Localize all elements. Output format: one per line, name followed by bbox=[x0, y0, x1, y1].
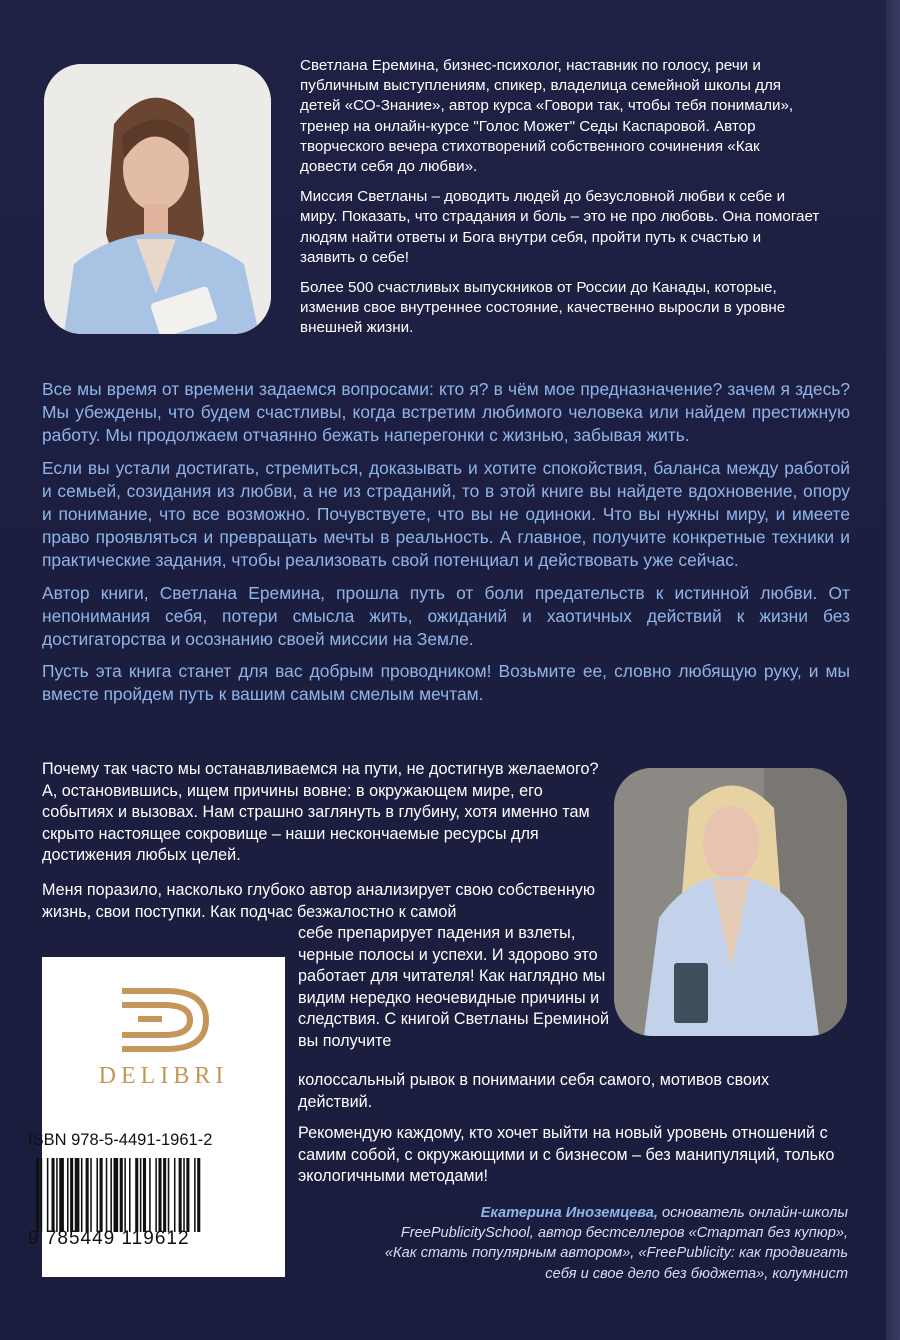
barcode-bar bbox=[67, 1158, 69, 1232]
publisher-name: DELIBRI bbox=[98, 1063, 229, 1089]
barcode-bar bbox=[129, 1158, 131, 1232]
review-paragraph: колоссальный рывок в понимании себя самого, мотивов своих действий. bbox=[298, 1071, 770, 1111]
review-paragraph: Меня поразило, насколько глубоко автор анализирует свою собственную жизнь, свои поступки. Как подчас безжалостно к самой bbox=[42, 881, 595, 921]
description-paragraph: Автор книги, Светлана Еремина, прошла путь от боли предательств к истинной любви. От непонимания себя, потери смысла жить, ожиданий и хаотичных действий к жизни без достигаторства и осознанию своей миссии на Земле. bbox=[42, 582, 850, 650]
cover-edge bbox=[886, 0, 900, 1340]
barcode-bar bbox=[143, 1158, 146, 1232]
barcode-bar bbox=[56, 1158, 58, 1232]
review-paragraph: Рекомендую каждому, кто хочет выйти на новый уровень отношений с самим собой, с окружающими и с бизнесом – без манипуляций, только экологичными методами! bbox=[298, 1124, 835, 1186]
book-description bbox=[42, 378, 850, 716]
barcode-bar bbox=[179, 1158, 182, 1232]
barcode-bar bbox=[75, 1158, 80, 1232]
author-bio bbox=[300, 56, 820, 349]
reviewer-name: Екатерина Иноземцева, bbox=[480, 1205, 658, 1221]
barcode-bar bbox=[135, 1158, 138, 1232]
barcode-bar bbox=[110, 1158, 112, 1232]
author-photo bbox=[44, 64, 271, 334]
barcode-bar bbox=[120, 1158, 123, 1232]
barcode-bar bbox=[163, 1158, 166, 1232]
barcode-bar bbox=[124, 1158, 126, 1232]
description-paragraph: Если вы устали достигать, стремиться, доказывать и хотите спокойствия, баланса между работой и семьей, созидания из любви, а не из страданий, то в этой книге вы найдете вдохновение, опору и понимание, что все возможно. Почувствуете, что вы не одиноки. Что вы нужны миру, и имеете право проявляться и превращать мечты в реальность. А главное, получите конкретные техники и практические задания, чтобы реализовать свой потенциал и действовать уже сейчас. bbox=[42, 457, 850, 571]
barcode-bar bbox=[186, 1158, 189, 1232]
publisher-logo-icon bbox=[114, 985, 214, 1055]
barcode-bar bbox=[106, 1158, 108, 1232]
barcode-bar bbox=[81, 1158, 83, 1232]
description-paragraph: Пусть эта книга станет для вас добрым проводником! Возьмите ее, словно любящую руку, и мы вместе пройдем путь к вашим самым смелым мечтам. bbox=[42, 661, 850, 705]
isbn-label: ISBN 978-5-4491-1961-2 bbox=[28, 1131, 213, 1149]
reviewer-signature bbox=[370, 1203, 848, 1284]
barcode-bar bbox=[168, 1158, 170, 1232]
barcode-digits: 9 785449 119612 bbox=[28, 1228, 190, 1249]
barcode-bar bbox=[194, 1158, 196, 1232]
barcode-bar bbox=[47, 1158, 49, 1232]
reviewer-photo bbox=[614, 768, 847, 1036]
barcode-bar bbox=[52, 1158, 55, 1232]
barcode-bar bbox=[70, 1158, 73, 1232]
bio-paragraph: Миссия Светланы – доводить людей до безусловной любви к себе и миру. Показать, что страдания и боль – это не про любовь. Она помогает людям найти ответы и Бога внутри себя, пройти путь к счастью и заявить о себе! bbox=[300, 188, 820, 266]
barcode-bar bbox=[174, 1158, 176, 1232]
barcode-bar bbox=[155, 1158, 157, 1232]
bio-paragraph: Более 500 счастливых выпускников от России до Канады, которые, изменив свое внутреннее состояние, качественно выросли в уровне внешней жизни. bbox=[300, 279, 786, 337]
barcode-bar bbox=[140, 1158, 142, 1232]
barcode-bar bbox=[36, 1158, 39, 1232]
barcode-bar bbox=[59, 1158, 64, 1232]
barcode-bar bbox=[149, 1158, 151, 1232]
barcode-bar bbox=[96, 1158, 98, 1232]
reviewer-credentials: основатель онлайн-школы FreePublicitySchool, автор бестселлеров «Стартап без купюр», «Как стать популярным автором», «FreePublicity: как продвигать себя и свое дело без бюджета», колумнист bbox=[384, 1205, 848, 1282]
barcode-bar bbox=[197, 1158, 200, 1232]
barcode-bar bbox=[90, 1158, 92, 1232]
barcode-bar bbox=[100, 1158, 103, 1232]
barcode-bar bbox=[158, 1158, 161, 1232]
barcode bbox=[36, 1158, 246, 1232]
bio-paragraph: Светлана Еремина, бизнес-психолог, наставник по голосу, речи и публичным выступлениям, спикер, владелица семейной школы для детей «СО-Знание», автор курса «Говори так, чтобы тебя понимали», тренер на онлайн-курсе "Голос Может" Седы Каспаровой. Автор творческого вечера стихотворений собственного сочинения «Как довести себя до любви». bbox=[300, 57, 794, 176]
barcode-bar bbox=[183, 1158, 185, 1232]
barcode-bar bbox=[114, 1158, 119, 1232]
description-paragraph: Все мы время от времени задаемся вопросами: кто я? в чём мое предназначение? зачем я здесь? Мы убеждены, что будем счастливы, когда встретим любимого человека или найдем престижную работу. Мы продолжаем отчаянно бежать наперегонки с жизнью, забывая жить. bbox=[42, 379, 850, 446]
barcode-bar bbox=[41, 1158, 43, 1232]
review-paragraph: Почему так часто мы останавливаемся на пути, не достигнув желаемого? А, остановившись, ищем причины вовне: в окружающем мире, его событиях и вызовах. Нам страшно заглянуть в глубину, хотя именно там скрыто настоящее сокровище – наши нескончаемые ресурсы для достижения любых целей. bbox=[42, 760, 599, 865]
barcode-bar bbox=[86, 1158, 89, 1232]
review-paragraph: себе препарирует падения и взлеты, черные полосы и успехи. И здорово это работает для читателя! Как наглядно мы видим нередко неочевидные причины и следствия. С книгой Светланы Ереминой вы получите bbox=[298, 924, 609, 1050]
